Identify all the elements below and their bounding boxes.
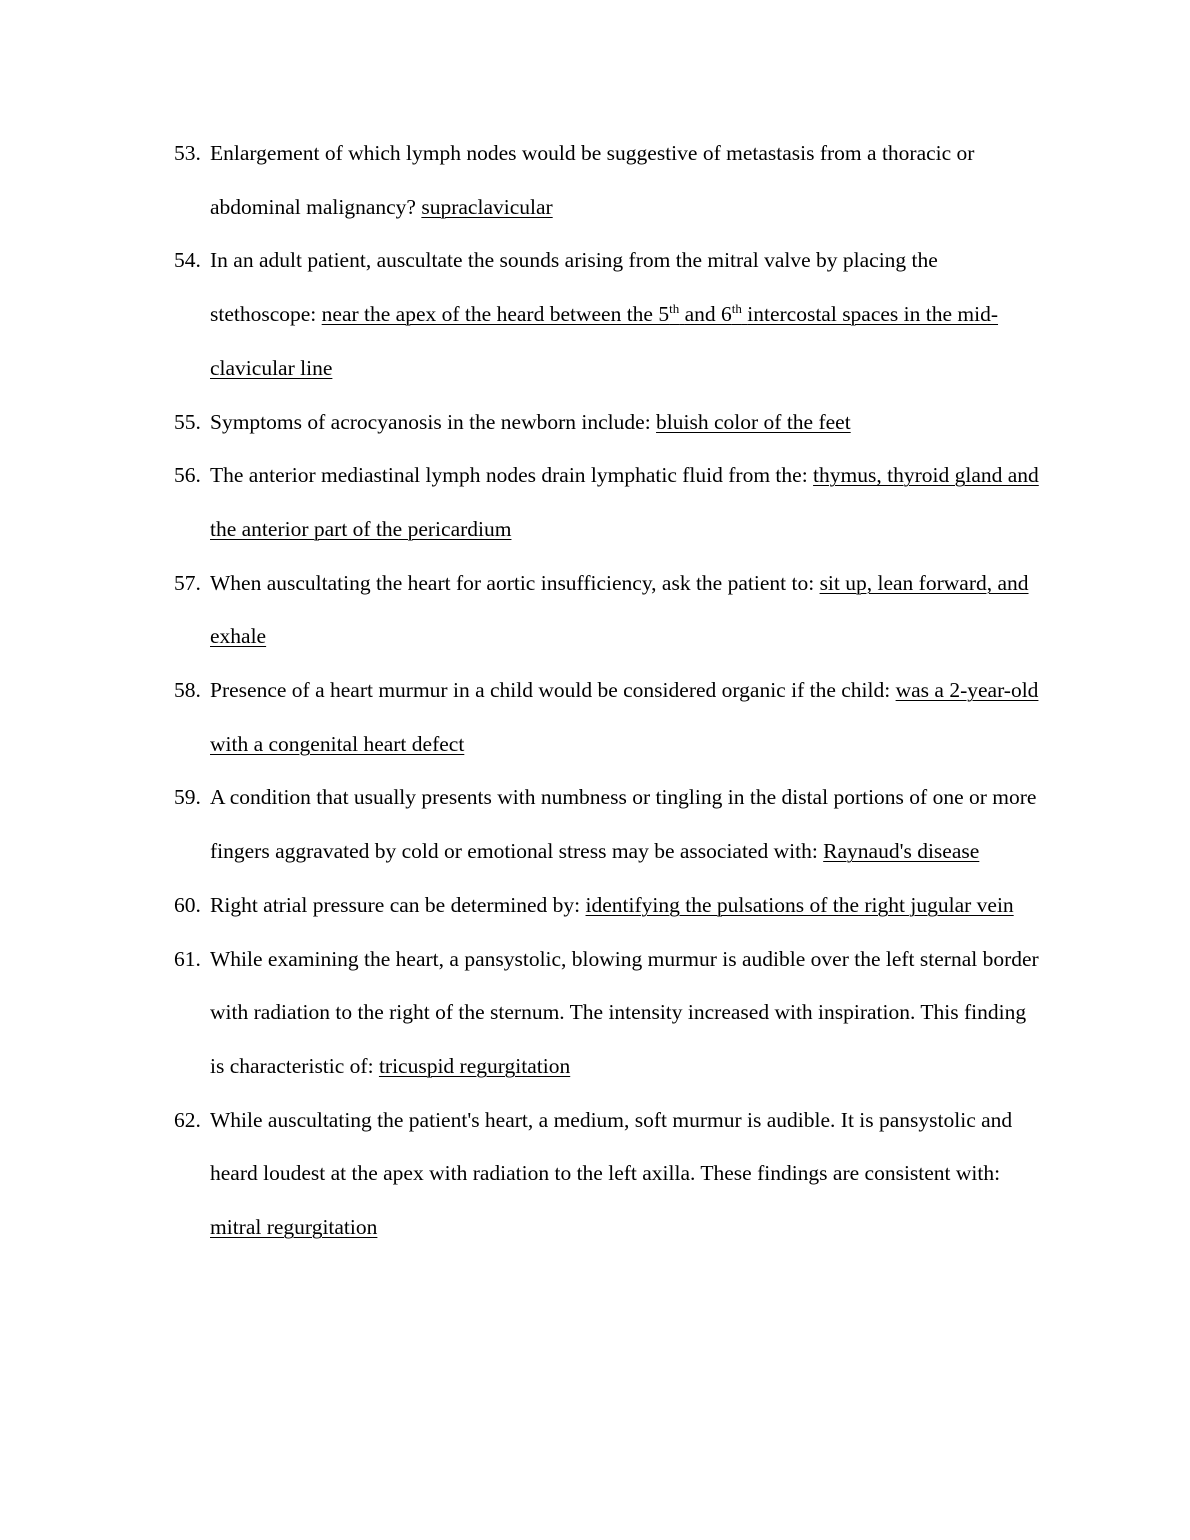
item-number: 53.: [174, 141, 201, 165]
list-item-55: [0, 396, 1044, 450]
item-number: 58.: [174, 678, 201, 703]
answer-text: sit up, lean forward, and exhale: [210, 570, 1029, 649]
item-number: 59.: [174, 785, 201, 810]
item-number: 57.: [174, 570, 201, 595]
answer-text: bluish color of the feet: [656, 409, 851, 434]
question-text: While examining the heart, a pansystolic, blowing murmur is audible over the left sternal border with radiation to the right of the sternum. The intensity increased with inspiration. This finding is characteristic of:: [210, 946, 1039, 1078]
question-text: While auscultating the patient's heart, a medium, soft murmur is audible. It is pansystolic and heard loudest at the apex with radiation to the left axilla. These findings are consistent with:: [210, 1107, 1013, 1186]
answer-text: mitral regurgitation: [210, 1215, 378, 1240]
list-item-57: [0, 557, 1044, 664]
answer-part: near the apex of the heard between the 5: [321, 302, 670, 327]
item-number: 56.: [174, 463, 201, 488]
answer-text: was a 2-year-old with a congenital heart defect: [210, 678, 1039, 756]
question-text: Presence of a heart murmur in a child would be considered organic if the child:: [210, 678, 891, 703]
answer-text: identifying the pulsations of the right jugular vein: [585, 892, 1014, 917]
list-item-62: [0, 1094, 1044, 1255]
answer-text: [210, 302, 998, 380]
superscript: th: [731, 301, 742, 317]
item-number: 62.: [174, 1107, 201, 1132]
question-text: Enlargement of which lymph nodes would be suggestive of metastasis from a thoracic or abdominal malignancy?: [210, 141, 975, 219]
list-item-58: [0, 664, 1044, 771]
question-text: The anterior mediastinal lymph nodes drain lymphatic fluid from the:: [210, 463, 808, 488]
question-text: Symptoms of acrocyanosis in the newborn include:: [210, 409, 651, 434]
item-number: 55.: [174, 409, 201, 434]
question-text: Right atrial pressure can be determined by:: [210, 892, 581, 917]
item-number: 60.: [174, 892, 201, 917]
item-number: 61.: [174, 946, 201, 971]
answer-text: tricuspid regurgitation: [378, 1053, 571, 1078]
item-number: 54.: [174, 248, 201, 273]
list-item-54: [0, 234, 1044, 395]
answer-part: and 6: [684, 302, 732, 327]
question-list: [0, 127, 1190, 1255]
list-item-59: [0, 771, 1044, 878]
answer-part: intercostal spaces in the mid-clavicular line: [210, 302, 999, 380]
list-item-53: [0, 127, 1044, 234]
answer-text: Raynaud's disease: [823, 839, 980, 864]
superscript: th: [669, 301, 680, 317]
question-text: A condition that usually presents with numbness or tingling in the distal portions of one or more fingers aggravated by cold or emotional stress may be associated with:: [210, 785, 1037, 864]
answer-text: thymus, thyroid gland and the anterior part of the pericardium: [210, 463, 1039, 541]
list-item-56: [0, 449, 1044, 556]
answer-text: supraclavicular: [421, 194, 553, 219]
list-item-60: [0, 879, 1044, 933]
list-item-61: [0, 933, 1044, 1094]
question-text: When auscultating the heart for aortic insufficiency, ask the patient to:: [210, 570, 815, 595]
document-page: [0, 127, 1190, 1255]
question-text: In an adult patient, auscultate the sounds arising from the mitral valve by placing the stethoscope:: [210, 248, 938, 327]
